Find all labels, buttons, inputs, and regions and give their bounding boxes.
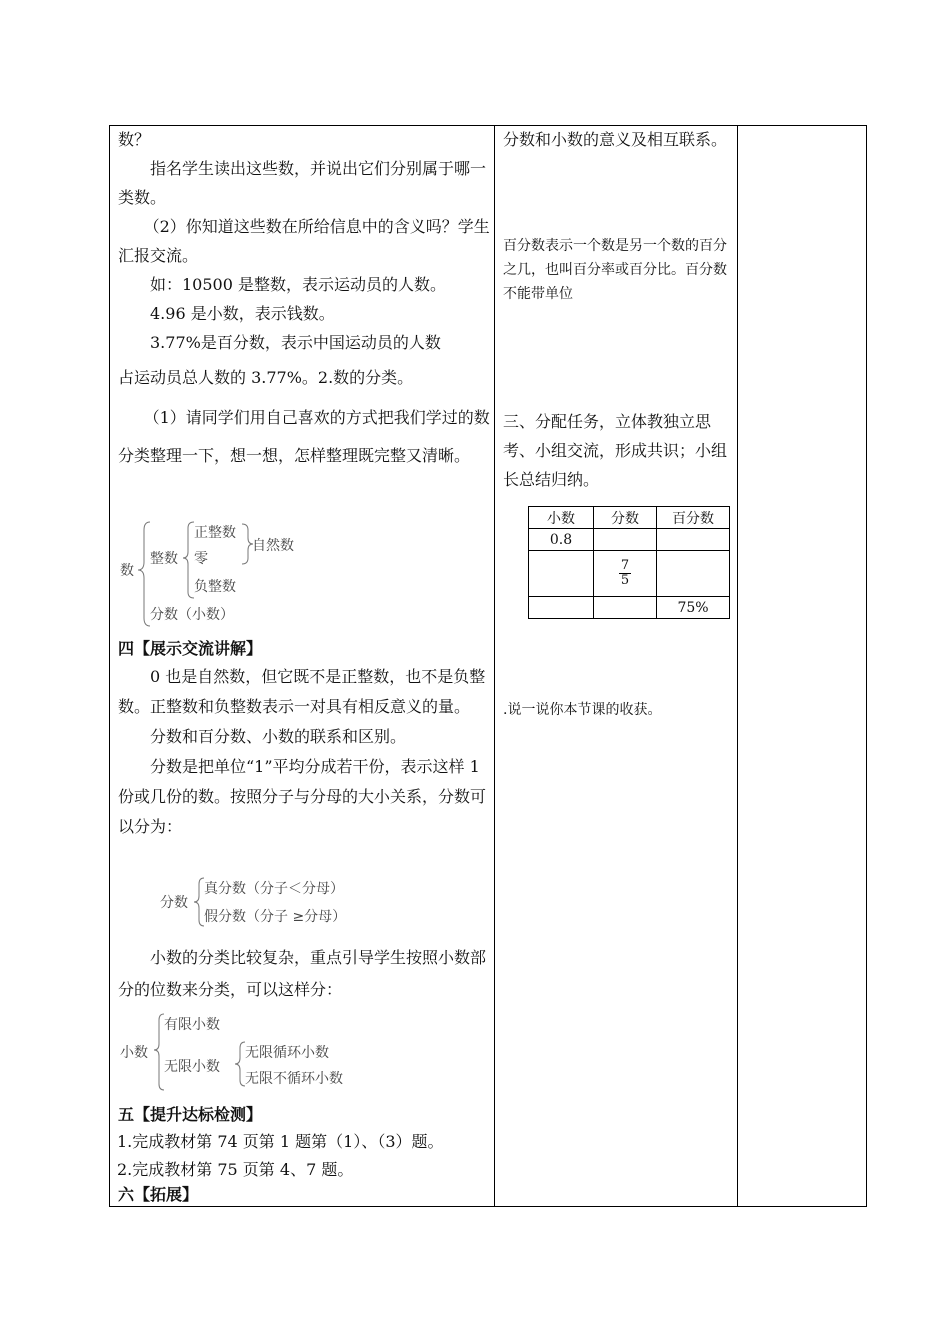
paragraph: 0 也是自然数，但它既不是正整数，也不是负整数。正整数和负整数表示一对具有相反意义的量。 [118,667,486,716]
table-cell [657,551,730,597]
decimal-classification-diagram [118,1010,378,1094]
paragraph: （1）请同学们用自己喜欢的方式把我们学过的数分类整理一下，想一想，怎样整理既完整又清晰。 [118,408,490,465]
diagram-root-label: 数 [120,563,134,579]
diagram-leaf-label: 负整数 [194,579,236,595]
table-cell [529,551,594,597]
column-divider [494,125,495,1207]
decimal-paragraph [118,942,490,1006]
diagram-node-label: 分数（小数） [150,607,234,623]
paragraph: 分数是把单位“1”平均分成若干份，表示这样 1 份或几份的数。按照分子与分母的大小关系，分数可以分为： [118,757,487,836]
paragraph: 如：10500 是整数，表示运动员的人数。 [150,275,446,294]
fraction-numerator: 7 [620,558,630,573]
diagram-root-label: 分数 [160,895,188,911]
table-cell: 75% [657,597,730,619]
diagram-leaf-label: 无限循环小数 [245,1045,329,1061]
task-item: 2.完成教材第 75 页第 4、7 题。 [117,1160,354,1179]
middle-column [503,125,733,154]
number-classification-diagram [118,518,338,628]
task-item: 1.完成教材第 74 页第 1 题第（1）、（3）题。 [117,1132,444,1151]
table-header: 小数 [529,507,594,529]
middle-task [503,407,733,494]
paragraph: （2）你知道这些数在所给信息中的含义吗？学生汇报交流。 [118,217,490,265]
diagram-root-label: 小数 [120,1045,148,1061]
table-row [529,551,730,597]
diagram-node-label: 整数 [150,551,178,567]
fraction [619,559,631,588]
middle-reflection [503,698,733,722]
middle-note [503,234,733,306]
paragraph: 分数和百分数、小数的联系和区别。 [150,727,407,746]
diagram-node-label: 无限小数 [164,1059,220,1075]
paragraph: 数？ [118,130,151,149]
table-cell [594,529,657,551]
diagram-leaf-label: 正整数 [194,525,236,541]
table-row [529,529,730,551]
diagram-leaf-label: 有限小数 [164,1017,220,1033]
paragraph: 占运动员总人数的 3.77%。2.数的分类。 [118,368,414,387]
fraction-classification-diagram [158,874,398,932]
paragraph: 百分数表示一个数是另一个数的百分之几，也叫百分率或百分比。百分数不能带单位 [503,238,727,302]
left-column [118,125,490,475]
table-header: 百分数 [657,507,730,529]
diagram-leaf-label: 自然数 [252,538,294,554]
table-header: 分数 [594,507,657,529]
table-cell: 0.8 [529,529,594,551]
column-divider [737,125,738,1207]
fraction-denominator: 5 [620,573,630,588]
diagram-leaf-label: 无限不循环小数 [245,1071,343,1087]
table-cell [529,597,594,619]
left-column-lower [118,636,490,842]
section-heading: 五【提升达标检测】 [118,1105,263,1124]
table-cell [594,551,657,597]
diagram-leaf-label: 真分数（分子＜分母） [204,881,344,897]
section-heading: 四【展示交流讲解】 [118,639,263,658]
left-column-bottom [118,1102,498,1206]
table-row [529,507,730,529]
paragraph: 小数的分类比较复杂，重点引导学生按照小数部分的位数来分类，可以这样分： [118,948,487,999]
table-cell [594,597,657,619]
diagram-leaf-label: 零 [194,551,208,567]
paragraph: .说一说你本节课的收获。 [503,702,662,718]
section-heading: 六【拓展】 [118,1185,199,1204]
table-cell [657,529,730,551]
paragraph: 3.77%是百分数，表示中国运动员的人数 [150,333,441,352]
conversion-table [528,506,730,619]
diagram-leaf-label: 假分数（分子 ≥分母） [204,909,347,925]
table-row [529,597,730,619]
paragraph: 三、分配任务，立体教独立思考、小组交流，形成共识；小组长总结归纳。 [503,412,728,489]
paragraph: 分数和小数的意义及相互联系。 [503,130,728,149]
paragraph: 4.96 是小数，表示钱数。 [150,304,335,323]
paragraph: 指名学生读出这些数，并说出它们分别属于哪一类数。 [118,159,487,207]
